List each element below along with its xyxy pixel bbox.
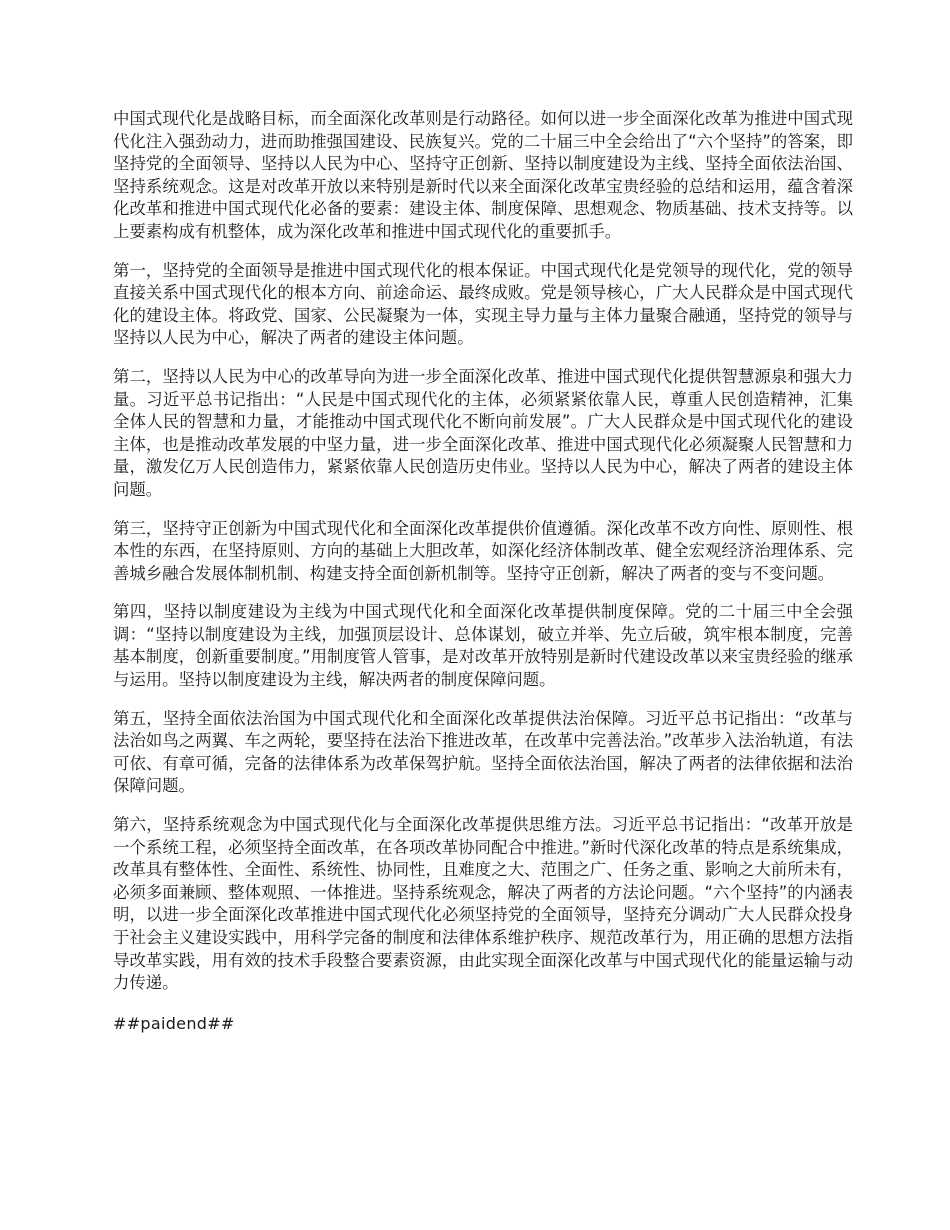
paragraph-second: 第二，坚持以人民为中心的改革导向为进一步全面深化改革、推进中国式现代化提供智慧源泉和强大力量。习近平总书记指出：“人民是中国式现代化的主体，必须紧紧依靠人民，尊重人民创造精神，汇集全体人民的智慧和力量，才能推动中国式现代化不断向前发展”。广大人民群众是中国式现代化的建设主体，也是推动改革发展的中坚力量，进一步全面深化改革、推进中国式现代化必须凝聚人民智慧和力量，激发亿万人民创造伟力，紧紧依靠人民创造历史伟业。坚持以人民为中心，解决了两者的建设主体问题。 (113, 366, 853, 499)
paragraph-sixth: 第六，坚持系统观念为中国式现代化与全面深化改革提供思维方法。习近平总书记指出：“改革开放是一个系统工程，必须坚持全面改革，在各项改革协同配合中推进。”新时代深化改革的特点是系统集成，改革具有整体性、全面性、系统性、协同性，且难度之大、范围之广、任务之重、影响之大前所未有，必须多面兼顾、整体观照、一体推进。坚持系统观念，解决了两者的方法论问题。“六个坚持”的内涵表明，以进一步全面深化改革推进中国式现代化必须坚持党的全面领导，坚持充分调动广大人民群众投身于社会主义建设实践中，用科学完备的制度和法律体系维护秩序、规范改革行为，用正确的思想方法指导改革实践，用有效的技术手段整合要素资源，由此实现全面深化改革与中国式现代化的能量运输与动力传递。 (113, 815, 853, 993)
article-body (113, 108, 853, 1035)
paragraph-intro: 中国式现代化是战略目标，而全面深化改革则是行动路径。如何以进一步全面深化改革为推进中国式现代化注入强劲动力，进而助推强国建设、民族复兴。党的二十届三中全会给出了“六个坚持”的答案，即坚持党的全面领导、坚持以人民为中心、坚持守正创新、坚持以制度建设为主线、坚持全面依法治国、坚持系统观念。这是对改革开放以来特别是新时代以来全面深化改革宝贵经验的总结和运用，蕴含着深化改革和推进中国式现代化必备的要素：建设主体、制度保障、思想观念、物质基础、技术支持等。以上要素构成有机整体，成为深化改革和推进中国式现代化的重要抓手。 (113, 109, 853, 241)
paragraph-fifth: 第五，坚持全面依法治国为中国式现代化和全面深化改革提供法治保障。习近平总书记指出：“改革与法治如鸟之两翼、车之两轮，要坚持在法治下推进改革，在改革中完善法治。”改革步入法治轨道，有法可依、有章可循，完备的法律体系为改革保驾护航。坚持全面依法治国，解决了两者的法律依据和法治保障问题。 (113, 708, 853, 796)
paid-end-marker: ##paidend## (113, 1013, 235, 1033)
paragraph-first: 第一，坚持党的全面领导是推进中国式现代化的根本保证。中国式现代化是党领导的现代化，党的领导直接关系中国式现代化的根本方向、前途命运、最终成败。党是领导核心，广大人民群众是中国式现代化的建设主体。将政党、国家、公民凝聚为一体，实现主导力量与主体力量聚合融通，坚持党的领导与坚持以人民为中心，解决了两者的建设主体问题。 (113, 260, 853, 348)
paragraph-third: 第三，坚持守正创新为中国式现代化和全面深化改革提供价值遵循。深化改革不改方向性、原则性、根本性的东西，在坚持原则、方向的基础上大胆改革，如深化经济体制改革、健全宏观经济治理体系、完善城乡融合发展体制机制、构建支持全面创新机制等。坚持守正创新，解决了两者的变与不变问题。 (113, 518, 853, 583)
paragraph-fourth: 第四，坚持以制度建设为主线为中国式现代化和全面深化改革提供制度保障。党的二十届三中全会强调：“坚持以制度建设为主线，加强顶层设计、总体谋划，破立并举、先立后破，筑牢根本制度，完善基本制度，创新重要制度。”用制度管人管事，是对改革开放特别是新时代建设改革以来宝贵经验的继承与运用。坚持以制度建设为主线，解决两者的制度保障问题。 (113, 602, 853, 690)
